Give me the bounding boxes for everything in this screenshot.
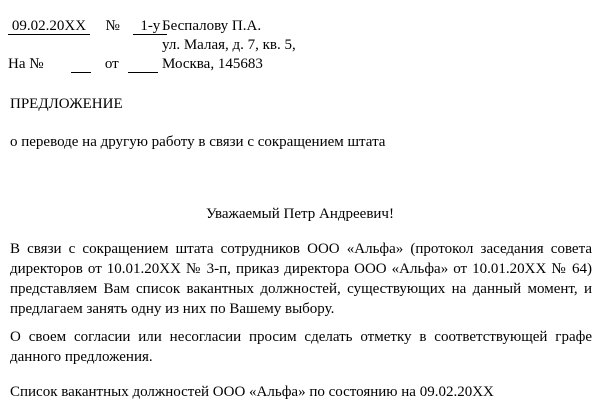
document-subject: о переводе на другую работу в связи с сокращением штата bbox=[10, 134, 386, 150]
reference-number-blank bbox=[71, 56, 91, 73]
header-row-date bbox=[8, 17, 167, 35]
reference-prefix: На № bbox=[8, 56, 44, 72]
number-sign: № bbox=[105, 18, 120, 34]
paragraph-3: Список вакантных должностей ООО «Альфа» по состоянию на 09.02.20ХХ bbox=[10, 384, 494, 400]
addressee-city: Москва, 145683 bbox=[162, 56, 263, 72]
paragraph-1: В связи с сокращением штата сотрудников ООО «Альфа» (протокол заседания совета директоров от 10.01.20ХХ № 3-п, приказ директора ООО «Альфа» от 10.01.20ХХ № 64) представляем Вам список вакантных должностей, существующих на данный момент, и предлагаем занять одну из них по Вашему выбору. bbox=[10, 241, 592, 317]
document-title: ПРЕДЛОЖЕНИЕ bbox=[10, 96, 123, 112]
reference-date-blank bbox=[128, 56, 158, 73]
greeting: Уважаемый Петр Андреевич! bbox=[206, 206, 394, 222]
letter-date: 09.02.20ХХ bbox=[8, 18, 90, 35]
reference-from-label: от bbox=[104, 56, 119, 72]
paragraph-2: О своем согласии или несогласии просим сделать отметку в соответствующей графе данного предложения. bbox=[10, 329, 592, 365]
header-row-reference bbox=[8, 55, 158, 73]
addressee-name: Беспалову П.А. bbox=[162, 18, 262, 34]
letter-number: 1-у bbox=[133, 18, 167, 35]
addressee-street: ул. Малая, д. 7, кв. 5, bbox=[162, 37, 296, 53]
